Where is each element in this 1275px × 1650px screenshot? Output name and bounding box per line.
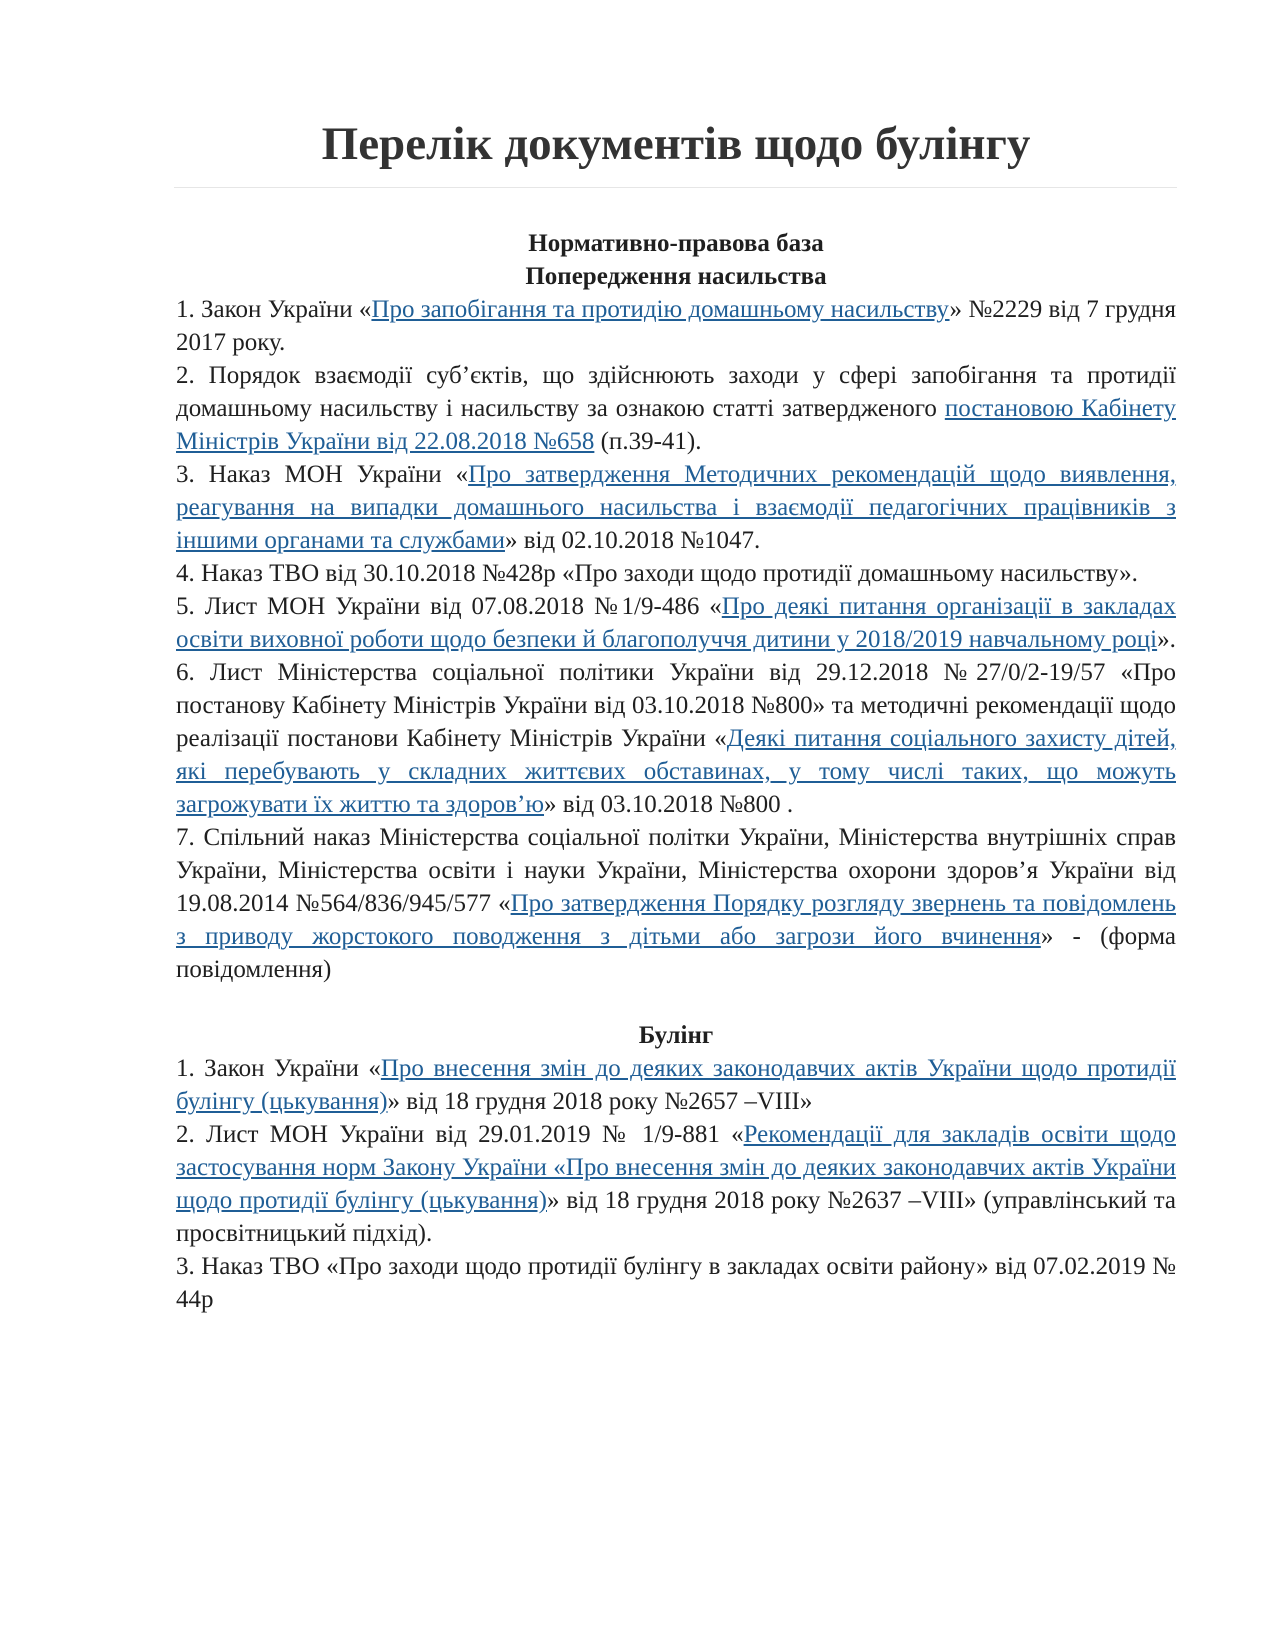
item-text: 3. Наказ ТВО «Про заходи щодо протидії булінгу в закладах освіти району» від 07.02.2019 № 44р (176, 1253, 1176, 1313)
document-link[interactable]: Про затвердження Порядку розгляду звернень та повідомлень з приводу жорстокого поводження з дітьми або загрози його вчинення (176, 890, 1176, 950)
item-text: 1. Закон України « (176, 1055, 381, 1082)
section-heading-violence-prevention: Попередження насильства (525, 263, 827, 290)
item-text-end: » - (форма повідомлення) (176, 923, 1176, 983)
item-text: 2. Лист МОН України від 29.01.2019 № 1/9-881 « (176, 1121, 744, 1148)
item-text-end: » від 03.10.2018 №800 . (544, 791, 794, 818)
list-item (176, 359, 1176, 458)
list-item (176, 1118, 1176, 1250)
section-spacer (176, 986, 1176, 1019)
list-item (176, 557, 1176, 590)
bullying-list (176, 1052, 1176, 1316)
list-item (176, 590, 1176, 656)
item-text: 5. Лист МОН України від 07.08.2018 №1/9-486 « (176, 593, 722, 620)
document-link[interactable]: Рекомендації для закладів освіти щодо застосування норм Закону України «Про внесення змін до деяких законодавчих актів України щодо протидії булінгу (цькування) (176, 1121, 1176, 1214)
list-item (176, 1250, 1176, 1316)
list-item (176, 458, 1176, 557)
page-title: Перелік документів щодо булінгу (321, 118, 1031, 170)
title-divider (174, 187, 1177, 188)
list-item (176, 293, 1176, 359)
item-text: 7. Спільний наказ Міністерства соціальної політки України, Міністерства внутрішніх справ України, Міністерства освіти і науки України, Міністерства охорони здоров’я України від 19.08.2014 №564/836/945/577 « (176, 824, 1176, 917)
item-text: 3. Наказ МОН України « (176, 461, 469, 488)
document-link[interactable]: постановою Кабінету Міністрів України від 22.08.2018 №658 (176, 395, 1176, 455)
item-text: 4. Наказ ТВО від 30.10.2018 №428р «Про заходи щодо протидії домашньому насильству». (176, 560, 1138, 587)
item-text-end: (п.39-41). (594, 428, 702, 455)
item-text-end: » від 18 грудня 2018 року №2657 –VIII» (387, 1088, 813, 1115)
item-text-end: ». (1157, 626, 1176, 653)
item-text: 1. Закон України « (176, 296, 372, 323)
item-text-end: » №2229 від 7 грудня 2017 року. (176, 296, 1176, 356)
document-link[interactable]: Про затвердження Методичних рекомендацій щодо виявлення, реагування на випадки домашнього насильства і взаємодії педагогічних працівників з іншими органами та службами (176, 461, 1177, 554)
document-link[interactable]: Про внесення змін до деяких законодавчих актів України щодо протидії булінгу (цькування) (176, 1055, 1176, 1115)
section-heading-legal-base: Нормативно-правова база (528, 230, 824, 257)
document-link[interactable]: Про деякі питання організації в закладах освіти виховної роботи щодо безпеки й благополуччя дитини у 2018/2019 навчальному році (176, 593, 1176, 653)
item-text-end: » від 18 грудня 2018 року №2637 –VIII» (управлінський та просвітницький підхід). (176, 1187, 1176, 1247)
list-item (176, 656, 1176, 821)
document-link[interactable]: Деякі питання соціального захисту дітей, які перебувають у складних життєвих обставинах, у тому числі таких, що можуть загрожувати їх життю та здоров’ю (176, 725, 1176, 818)
section-heading-bullying: Булінг (638, 1022, 714, 1049)
list-item (176, 821, 1176, 986)
item-text-end: » від 02.10.2018 №1047. (504, 527, 761, 554)
document-link[interactable]: Про запобігання та протидію домашньому насильству (371, 296, 950, 323)
document-body (176, 227, 1176, 1316)
list-item (176, 1052, 1176, 1118)
violence-prevention-list (176, 293, 1176, 986)
item-text: 6. Лист Міністерства соціальної політики України від 29.12.2018 №27/0/2-19/57 «Про постанову Кабінету Міністрів України від 03.10.2018 №800» та методичні рекомендації щодо реалізації постанови Кабінету Міністрів України « (176, 659, 1176, 752)
item-text: 2. Порядок взаємодії суб’єктів, що здійснюють заходи у сфері запобігання та протидії домашньому насильству і насильству за ознакою статті затвердженого (176, 362, 1176, 422)
